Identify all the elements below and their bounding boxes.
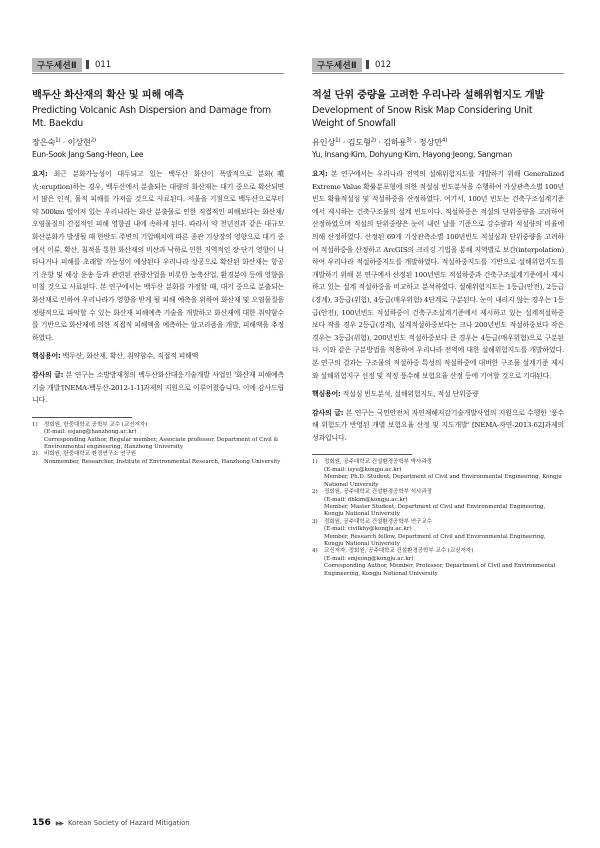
footnote-line: 비회원, 한중대학교 환경연구소 연구원 — [44, 451, 137, 458]
keywords-label: 핵심용어: — [32, 352, 61, 361]
abstract-text: 최근 분화가능성이 대두되고 있는 백두산 화산이 폭발적으로 분화(噴火:eruption)하는 경우, 백두산에서 분출되는 대량의 화산재는 대기 중으로 확산되면서 많은 인적, 물적 피해를 가져올 것으로 사료된다. 서울을 기점으로 백두산으로부터 약 500km 떨어져 있는 우리나라는 화산 분출물로 인한 직접적인 피해보다는 화산재/오염물질의 간접적인 피해 영향권 내에 속하게 된다. 따라서 약 천년전과 같은 대규모 화산분화가 발생될 때 한반도 주변의 기압배치에 따른 종관 기상장의 영향으로 대기 중에서 이류, 확산, 침적을 통한 화산재의 비산과 낙하로 인한 지역적인 장·단기 영향이 나타나거나 피해를 초래할 가능성이 예상된다 우리나라 상공으로 확산된 화산재는 항공기 운항 및 해상 운송 등과 관련된 관광산업을 비롯한 농축산업, 환경분야 등에 영향을 미칠 것으로 사료된다. 본 연구에서는 백두산 분화를 가정할 때, 대기 중으로 분출되는 화산재로 인하여 우리나라가 영향을 받게 될 피해 예측을 위하여 화산재 및 오염물질을 정량적으로 파악할 수 있는 화산재 피해예측 기술을 개발하고 화산재에 대한 취약함수를 기반으로 화산재에 의한 직접적 피해액을 예측하는 알고리즘을 개발, 피해액을 추정하였다. — [32, 170, 284, 342]
footnote-number: 1) — [32, 421, 38, 428]
footnote — [312, 459, 564, 489]
article-title-ko: 적설 단위 중량을 고려한 우리나라 설해위험지도 개발 — [312, 90, 545, 101]
session-label: 구두세션Ⅱ — [312, 58, 362, 72]
session-divider — [86, 60, 89, 69]
ack-text: 본 연구는 국민안전처 자연재해저감기술개발사업의 지원으로 수행한 '풍수해 위험도가 반영된 개별 보험요율 산정 및 지도개발' [NEMA-자연-2013-62]과제의 성과입니다. — [312, 408, 564, 442]
authors-ko — [32, 137, 284, 148]
author-name: · 김하용 — [375, 137, 407, 147]
footnote-number: 3) — [312, 518, 318, 525]
author-name: 장은숙 — [32, 137, 56, 147]
footnote-number: 1) — [312, 459, 318, 466]
society-name: Korean Society of Hazard Mitigation — [68, 819, 190, 827]
footnotes — [32, 422, 284, 466]
footnote-line: Member, Ph.D. Student, Department of Civil and Environmental Engineering, Kongju National University — [324, 474, 562, 488]
author-name: · 정상만 — [411, 137, 442, 147]
footnote-line: 정회원, 공주대학교 건설환경공학부 연구교수 — [324, 518, 432, 525]
author-name: · 김도형 — [340, 137, 371, 147]
abstract-label: 요지: — [312, 170, 328, 178]
footnote-rule — [32, 417, 132, 418]
abstract — [32, 168, 284, 344]
author-affil-mark: 4) — [441, 137, 448, 144]
footnote — [32, 451, 284, 466]
footnote-number: 4) — [312, 548, 318, 555]
author-affil-mark: 1) — [335, 137, 341, 144]
session-number: 011 — [94, 59, 112, 70]
author-affil-mark: 1) — [55, 137, 61, 144]
ack-label: 감사의 글: — [312, 408, 344, 417]
abstract-label: 요지: — [32, 170, 48, 178]
author-name: 유인상 — [312, 137, 336, 147]
authors-ko — [312, 137, 564, 148]
header-rule — [32, 73, 284, 74]
double-arrow-icon: ▶▶ — [55, 819, 64, 827]
authors-en: Eun-Sook Jang·Sang-Heon, Lee — [32, 150, 144, 159]
footnote — [312, 548, 564, 578]
author-affil-mark: 2) — [90, 137, 96, 144]
footnote-line: Corresponding Author, Regular member, Associate professor, Department of Civil & Environmental engineering, Hanzhong University — [44, 436, 279, 450]
header-rule — [312, 73, 564, 74]
article-title-ko: 백두산 화산재의 확산 및 피해 예측 — [32, 90, 184, 101]
footnote-line: (E-mail: dhkim@kongju.ac.kr) — [324, 496, 408, 503]
footnote-line: 정회원, 한중대학교 공학부 교수 (교신저자) — [44, 421, 148, 428]
session-divider — [366, 60, 369, 69]
session-tag — [32, 58, 284, 71]
author-affil-mark: 3) — [406, 137, 412, 144]
right-article — [312, 58, 564, 578]
page-footer — [32, 818, 190, 828]
footnotes — [312, 459, 564, 578]
abstract — [312, 168, 564, 382]
keywords — [312, 388, 564, 401]
footnote-rule — [312, 454, 412, 455]
footnote-line: (E-mail: isyu@kongju.ac.kr) — [324, 466, 402, 473]
footnote — [312, 519, 564, 549]
footnote-number: 2) — [312, 489, 318, 496]
footnote-line: (E-mail: esjang@hanzhong.ac.kr) — [44, 429, 137, 436]
footnote-line: Member, Master Student, Department of Civil and Environmental Engineering, Kongju National University — [324, 503, 546, 518]
footnote-line: Nonmember, Researcher, Institute of Environmental Research, Hanzhong University — [44, 458, 281, 465]
authors-en: Yu, Insang·Kim, Dohyung·Kim, Hayong·Jeong, Sangman — [312, 150, 512, 159]
page-number: 156 — [32, 818, 51, 828]
footnote — [312, 489, 564, 519]
acknowledgment — [312, 407, 564, 445]
acknowledgment — [32, 369, 284, 407]
article-title-en: Predicting Volcanic Ash Dispersion and Damage from Mt. Baekdu — [32, 105, 271, 129]
footnote-line: 교신저자, 정회원, 공주대학교 건설환경공학부 교수 (교신저자) — [324, 548, 474, 555]
footnote-line: Corresponding Author, Member, Professor, Department of Civil and Environmental Engineering, Kongju National University — [324, 563, 556, 577]
keywords — [32, 350, 284, 363]
author-affil-mark: 2) — [370, 137, 376, 144]
ack-label: 감사의 글: — [32, 370, 64, 379]
article-title-en: Development of Snow Risk Map Considering Unit Weight of Snowfall — [312, 105, 533, 129]
keywords-text: 적설심 빈도분석, 설해위험지도, 적설 단위중량 — [340, 390, 479, 399]
footnote — [32, 422, 284, 452]
session-number: 012 — [374, 59, 392, 70]
footnote-line: Member, Research fellow, Department of Civil and Environmental Engineering, Kongju National University — [324, 533, 546, 547]
left-article — [32, 58, 284, 466]
abstract-text: 본 연구에서는 우리나라 전역의 설해위험지도를 개발하기 위해 Generalized Extreme Value 확률분포형에 의한 적설심 빈도분석을 수행하여 가상관측소별 100년빈도 확률적설심 및 적설하중을 산정하였다. 여기서, 100년 빈도는 건축구조설계기준에서 제시하는 건축구조물의 설계 빈도이다. 적설하중은 적설의 단위중량을 고려하여 산정하였으며 적설의 단위중량은 눈이 내린 날을 기준으로 강수량과 적설량의 비율에 의해 산정하였다. 산정된 69개 기상관측소별 100년빈도 적설심과 단위중량을 고려하여 적설하중을 산정하고 ArcGIS의 크리깅 기법을 통해 지역별로 보간(interpolation)하여 우리나라 적설하중지도를 개발하였다. 적설하중지도를 기반으로 설해위험지도를 개발하기 위해 본 연구에서 산정된 100년빈도 적설하중과 건축구조설계기준에서 제시하고 있는 설계 적설하중을 비교하고 분석하였다. 설해위험지도는 1등급(안전), 2등급(경계), 3등급(위험), 4등급(매우위험) 4단계로 구분된다. 눈이 내리지 않는 경우는 1등급(안전), 100년빈도 적설하중이 건축구조설계기준에서 제시하고 있는 설계적설하중 보다 작을 경우 2등급(경계), 설계적설하중보다는 크나 200년빈도 적설하중보다 작은 경우는 3등급(위험), 200년빈도 적설하중보다 큰 경우는 4등급(매우위험)으로 구분된다. 이와 같은 구분방법을 적용하여 우리나라 전역에 대한 설해위험지도를 개발하였다. 본 연구의 결과는 구조물의 적설하중 특성의 적설하중에 대비한 구조물 설계기준 제시와 설해위험지구 선정 및 적정 풍수해 보험요율 산정 등에 기여할 것으로 기대된다. — [312, 170, 564, 380]
footnote-line: 정회원, 공주대학교 건설환경공학부 박사과정 — [324, 459, 432, 466]
author-name: · 이상현 — [60, 137, 91, 147]
footnote-number: 2) — [32, 451, 38, 458]
ack-text: 본 연구는 소방방재청의 백두산화산대응기술개발 사업인 '화산재 피해예측 기술 개발'[NEMA-백두산-2012-1-1]과제의 지원으로 이루어졌습니다. 이에 감사드립니다. — [32, 370, 284, 405]
footnote-line: (E-mail: smjeong@kongju.ac.kr) — [324, 555, 414, 562]
session-tag — [312, 58, 564, 71]
footnote-line: 정회원, 공주대학교 건설환경공학부 석사과정 — [324, 489, 432, 496]
footnote-line: (E-mail: civilkhy@kongju.ac.kr) — [324, 526, 412, 533]
keywords-label: 핵심용어: — [312, 390, 341, 399]
session-label: 구두세션Ⅱ — [32, 58, 82, 72]
keywords-text: 백두산, 화산재, 확산, 취약함수, 직접적 피해액 — [60, 352, 199, 361]
